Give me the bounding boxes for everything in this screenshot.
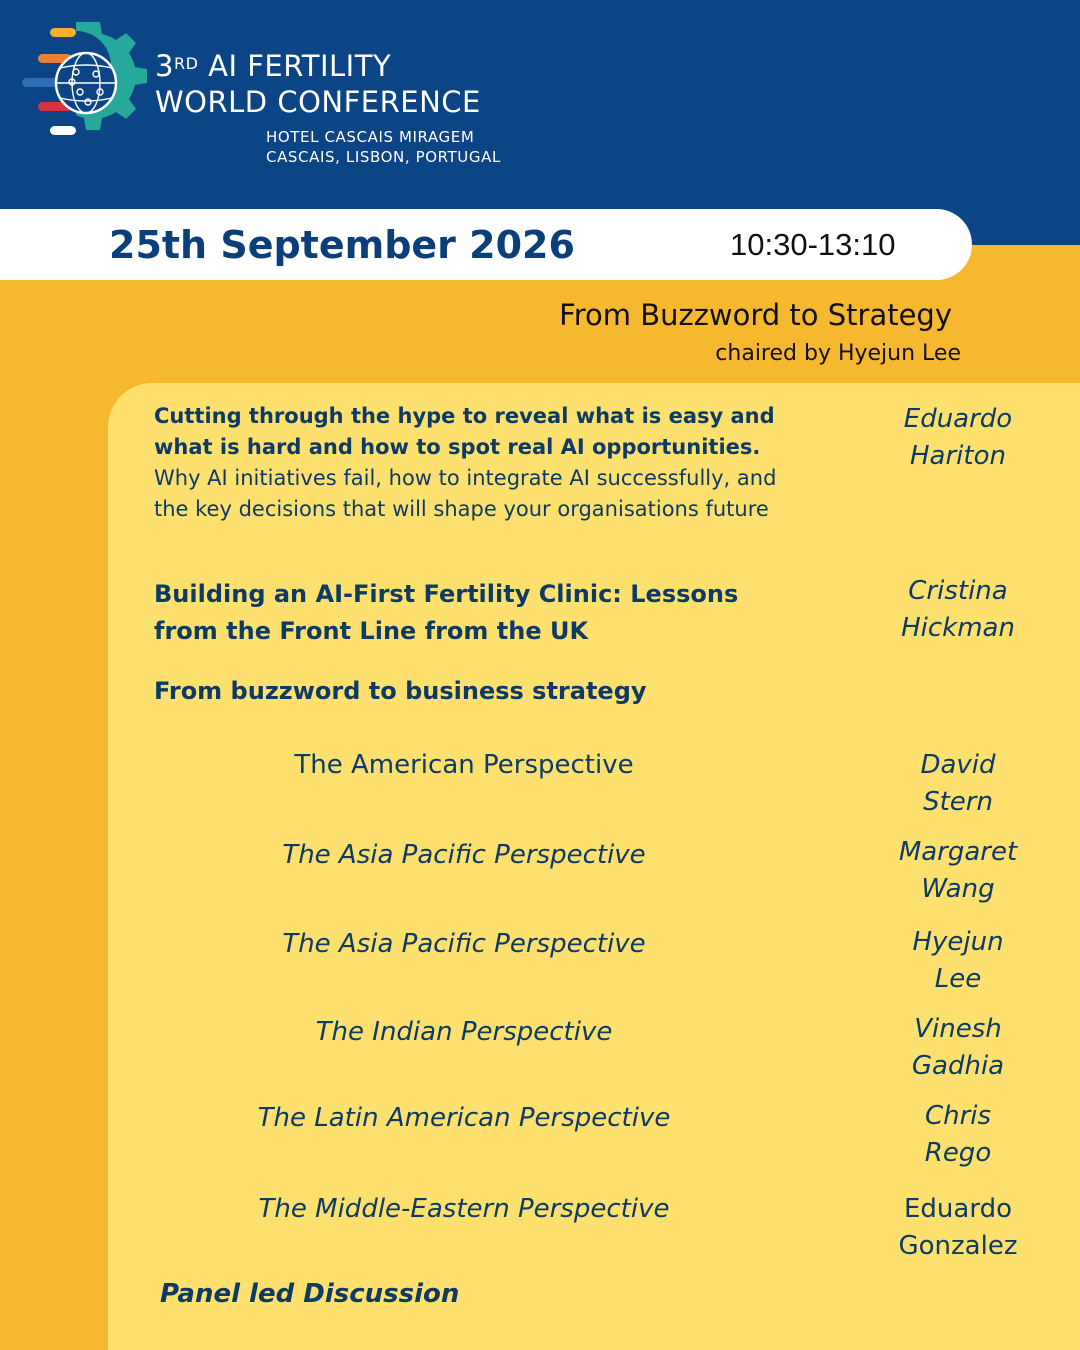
perspective-label: The Asia Pacific Perspective [282,840,646,870]
session-title: From Buzzword to Strategy [559,298,952,332]
panel-discussion-label: Panel led Discussion [160,1279,460,1309]
venue-hotel: HOTEL CASCAIS MIRAGEM [266,128,475,146]
talk-title: From buzzword to business strategy [154,677,647,705]
speaker-name: David Stern [920,750,996,817]
perspective-label: The American Perspective [294,750,634,780]
program-panel [108,383,1080,1350]
speaker-name: Eduardo Hariton [903,404,1013,471]
gear-globe-logo-icon [20,22,150,147]
talk-description: Why AI initiatives fail, how to integrate AI successfully, and the key decisions that will shape your organisations future [154,466,777,521]
session-time: 10:30-13:10 [730,227,896,262]
talk-title: Cutting through the hype to reveal what is easy and what is hard and how to spot real AI opportunities. [154,404,775,459]
speaker-name: Eduardo Gonzalez [898,1194,1018,1261]
session-date: 25th September 2026 [109,223,575,267]
date-bar [0,209,972,280]
perspective-label: The Middle-Eastern Perspective [258,1194,670,1224]
speaker-name: Margaret Wang [898,837,1018,904]
speaker-name: Chris Rego [924,1101,992,1168]
speaker-name: Cristina Hickman [901,576,1015,643]
venue [266,127,501,167]
talk-title: Building an AI-First Fertility Clinic: Lessons from the Front Line from the UK [154,580,739,645]
venue-location: CASCAIS, LISBON, PORTUGAL [266,148,501,166]
conference-title: 3RD AI FERTILITY WORLD CONFERENCE [155,49,481,119]
speaker-name: Vinesh Gadhia [911,1014,1005,1081]
session-chair: chaired by Hyejun Lee [715,341,961,366]
perspective-label: The Asia Pacific Perspective [282,929,646,959]
speaker-name: Hyejun Lee [912,927,1004,994]
perspective-label: The Latin American Perspective [257,1103,671,1133]
perspective-label: The Indian Perspective [315,1017,613,1047]
